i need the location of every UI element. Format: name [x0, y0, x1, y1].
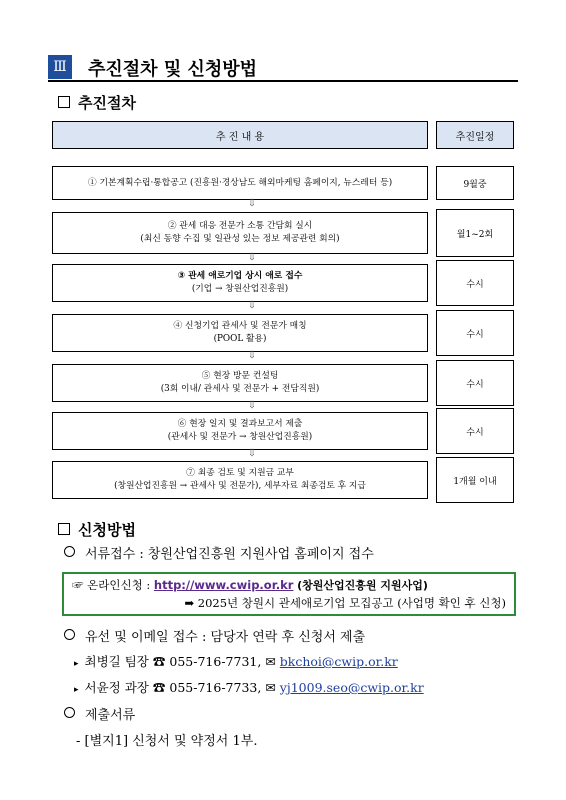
contact-phone: 055-716-7733, — [169, 680, 262, 695]
contact-name: 서윤정 과장 — [84, 680, 149, 695]
step-5-schedule: 수시 — [436, 360, 514, 406]
step-5-box — [52, 364, 428, 402]
online-application-line — [72, 577, 428, 593]
step-4-detail: (POOL 활용) — [213, 334, 267, 344]
contact-phone: 055-716-7731, — [169, 654, 262, 669]
docs-intake-text: 서류접수 : 창원산업진흥원 지원사업 홈페이지 접수 — [85, 547, 374, 562]
flow-arrow-icon: ⇩ — [247, 252, 257, 263]
procedure-heading — [58, 92, 136, 113]
mail-icon: ✉ — [265, 654, 276, 669]
submit-docs-title: 제출서류 — [85, 708, 136, 723]
checkbox-square-icon — [58, 523, 70, 535]
circle-bullet-icon — [64, 629, 75, 640]
step-6-detail: (관세사 및 전문가 → 창원산업진흥원) — [167, 432, 313, 442]
contact-row — [74, 652, 398, 670]
step-1-schedule: 9월중 — [436, 166, 514, 200]
procedure-heading-text: 추진절차 — [78, 94, 136, 112]
flow-arrow-icon: ⇩ — [247, 448, 257, 459]
mail-icon: ✉ — [265, 680, 276, 695]
step-5-title: ⑤ 현장 방문 컨설팅 — [201, 371, 279, 381]
phone-email-text: 유선 및 이메일 접수 : 담당자 연락 후 신청서 제출 — [85, 630, 366, 645]
flow-arrow-icon: ⇩ — [247, 198, 257, 209]
section-title: 추진절차 및 신청방법 — [88, 59, 258, 80]
triangle-bullet-icon: ▸ — [74, 685, 79, 695]
contact-email-link[interactable]: bkchoi@cwip.or.kr — [279, 654, 398, 669]
step-3-title: ③ 관세 애로기업 상시 애로 접수 — [177, 271, 303, 281]
step-4-schedule: 수시 — [436, 310, 514, 356]
step-6-title: ⑥ 현장 일지 및 결과보고서 제출 — [177, 419, 303, 429]
section-number-badge: Ⅲ — [48, 55, 72, 79]
section-heading — [48, 52, 518, 82]
contact-email-link[interactable]: yj1009.seo@cwip.or.kr — [279, 680, 424, 695]
step-5-detail: (3회 이내/ 관세사 및 전문가 + 전담직원) — [160, 384, 320, 394]
step-1-box — [52, 166, 428, 200]
checkbox-square-icon — [58, 96, 70, 108]
phone-icon: ☎ — [152, 654, 166, 669]
application-heading — [58, 519, 136, 540]
submit-docs-item: - [별지1] 신청서 및 약정서 1부. — [76, 734, 258, 749]
step-3-schedule: 수시 — [436, 260, 514, 306]
step-3-detail: (기업 → 창원산업진흥원) — [191, 284, 289, 294]
table-header-schedule: 추진일정 — [436, 121, 514, 149]
step-7-detail: (창원산업진흥원 → 관세사 및 전문가), 세부자료 최종검토 후 지급 — [114, 481, 366, 491]
step-7-title: ⑦ 최종 검토 및 지원금 교부 — [186, 468, 294, 478]
circle-bullet-icon — [64, 546, 75, 557]
step-6-box — [52, 412, 428, 450]
notice-line: ➡ 2025년 창원시 관세애로기업 모집공고 (사업명 확인 후 신청) — [184, 596, 506, 610]
flow-arrow-icon: ⇩ — [247, 350, 257, 361]
step-2-title: ② 관세 대응 전문가 소통 간담회 실시 — [167, 221, 313, 231]
phone-email-line — [64, 626, 365, 645]
table-header-content: 추 진 내 용 — [52, 121, 428, 149]
circle-bullet-icon — [64, 707, 75, 718]
application-heading-text: 신청방법 — [78, 521, 136, 539]
online-note: (창원산업진흥원 지원사업) — [297, 579, 428, 592]
contact-name: 최병길 팀장 — [84, 654, 149, 669]
online-application-box — [62, 572, 516, 616]
step-4-title: ④ 신청기업 관세사 및 전문가 매칭 — [173, 321, 307, 331]
homepage-link[interactable]: http://www.cwip.or.kr — [153, 578, 294, 592]
docs-intake-line — [64, 543, 374, 562]
flow-arrow-icon: ⇩ — [247, 400, 257, 411]
triangle-bullet-icon: ▸ — [74, 659, 79, 669]
step-3-box — [52, 264, 428, 302]
flow-arrow-icon: ⇩ — [247, 300, 257, 311]
step-2-box — [52, 212, 428, 254]
online-label: ☞ 온라인신청 : — [72, 578, 151, 592]
submit-docs-line — [64, 704, 135, 723]
step-6-schedule: 수시 — [436, 408, 514, 454]
step-2-detail: (최신 동향 수집 및 일관성 있는 정보 제공관련 회의) — [140, 234, 340, 244]
step-1-text: ① 기본계획수립·통합공고 (진흥원·경상남도 해외마케팅 홈페이지, 뉴스레터 등) — [87, 177, 393, 188]
contact-row — [74, 678, 424, 696]
section-divider — [48, 80, 518, 82]
phone-icon: ☎ — [152, 680, 166, 695]
step-7-box — [52, 461, 428, 499]
step-4-box — [52, 314, 428, 352]
step-7-schedule: 1개월 이내 — [436, 457, 514, 503]
step-2-schedule: 월1~2회 — [436, 209, 514, 257]
